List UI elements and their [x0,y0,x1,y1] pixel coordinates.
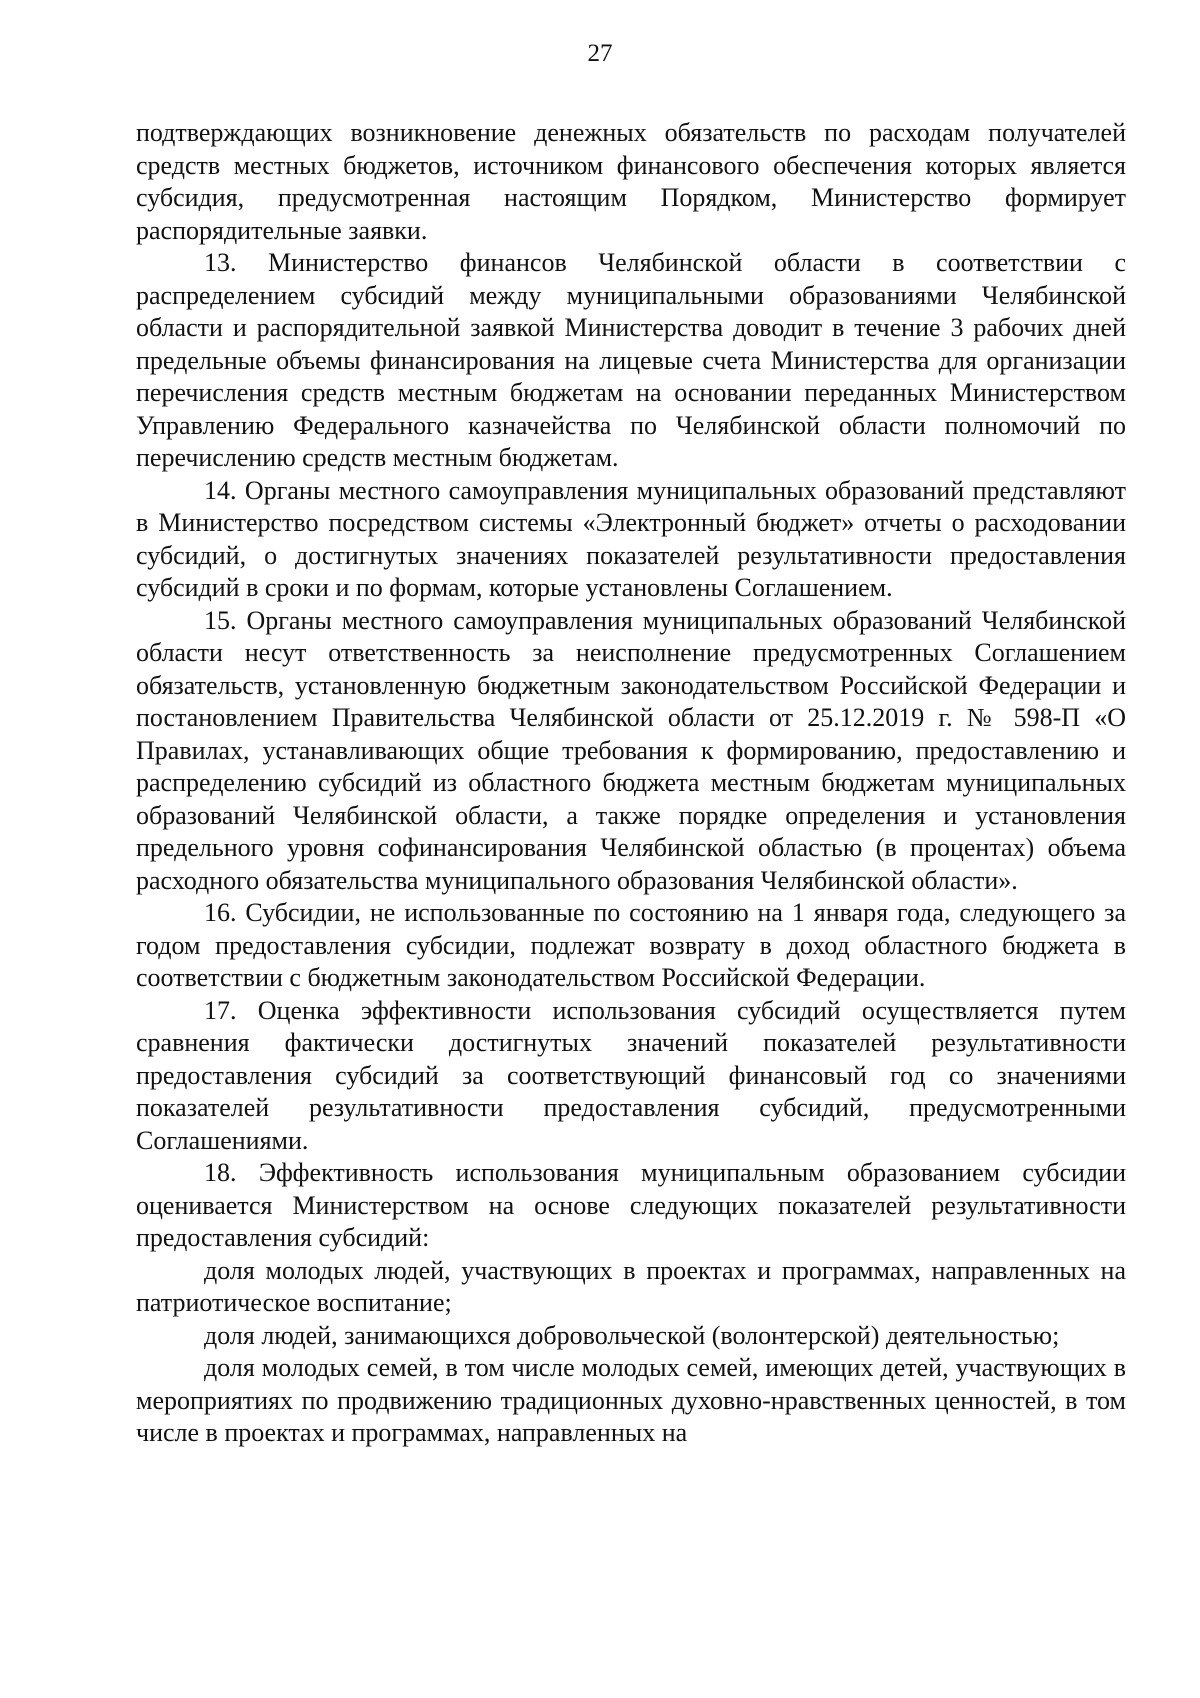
indicator-item-1: доля молодых людей, участвующих в проектах и программах, направленных на патриотическое воспитание; [136,1255,1126,1317]
indicator-item-2: доля людей, занимающихся добровольческой (волонтерской) деятельностью; [204,1320,1060,1350]
paragraph-14: 14. Органы местного самоуправления муниципальных образований представляют в Министерство посредством системы «Электронный бюджет» отчеты о расходовании субсидий, о достигнутых значениях показателей результативности предоставления субсидий в сроки и по формам, которые установлены Соглашением. [136,475,1126,602]
paragraph-13: 13. Министерство финансов Челябинской области в соответствии с распределением субсидий между муниципальными образованиями Челябинской области и распорядительной заявкой Министерства доводит в течение 3 рабочих дней предельные объемы финансирования на лицевые счета Министерства для организации перечисления средств местным бюджетам на основании переданных Министерством Управлению Федерального казначейства по Челябинской области полномочий по перечислению средств местным бюджетам. [136,248,1126,472]
page-number: 27 [587,40,613,67]
paragraph-continuation: подтверждающих возникновение денежных обязательств по расходам получателей средств местных бюджетов, источником финансового обеспечения которых является субсидия, предусмотренная настоящим Порядком, Министерство формирует распорядительные заявки. [136,118,1126,245]
paragraph-16: 16. Субсидии, не использованные по состоянию на 1 января года, следующего за годом предоставления субсидии, подлежат возврату в доход областного бюджета в соответствии с бюджетным законодательством Российской Федерации. [136,898,1126,992]
paragraph-15: 15. Органы местного самоуправления муниципальных образований Челябинской области несут ответственность за неисполнение предусмотренных Соглашением обязательств, установленную бюджетным законодательством Российской Федерации и постановлением Правительства Челябинской области от 25.12.2019 г. № 598-П «О Правилах, устанавливающих общие требования к формированию, предоставлению и распределению субсидий из областного бюджета местным бюджетам муниципальных образований Челябинской области, а также порядке определения и установления предельного уровня софинансирования Челябинской областью (в процентах) объема расходного обязательства муниципального образования Челябинской области». [136,605,1126,895]
paragraph-17: 17. Оценка эффективности использования субсидий осуществляется путем сравнения фактически достигнутых значений показателей результативности предоставления субсидий за соответствующий финансовый год со значениями показателей результативности предоставления субсидий, предусмотренными Соглашениями. [136,995,1126,1155]
indicator-item-3: доля молодых семей, в том числе молодых семей, имеющих детей, участвующих в мероприятиях по продвижению традиционных духовно-нравственных ценностей, в том числе в проектах и программах, направленных на [136,1353,1126,1447]
document-body [136,117,1126,1450]
paragraph-18: 18. Эффективность использования муниципальным образованием субсидии оценивается Министерством на основе следующих показателей результативности предоставления субсидий: [136,1158,1126,1252]
